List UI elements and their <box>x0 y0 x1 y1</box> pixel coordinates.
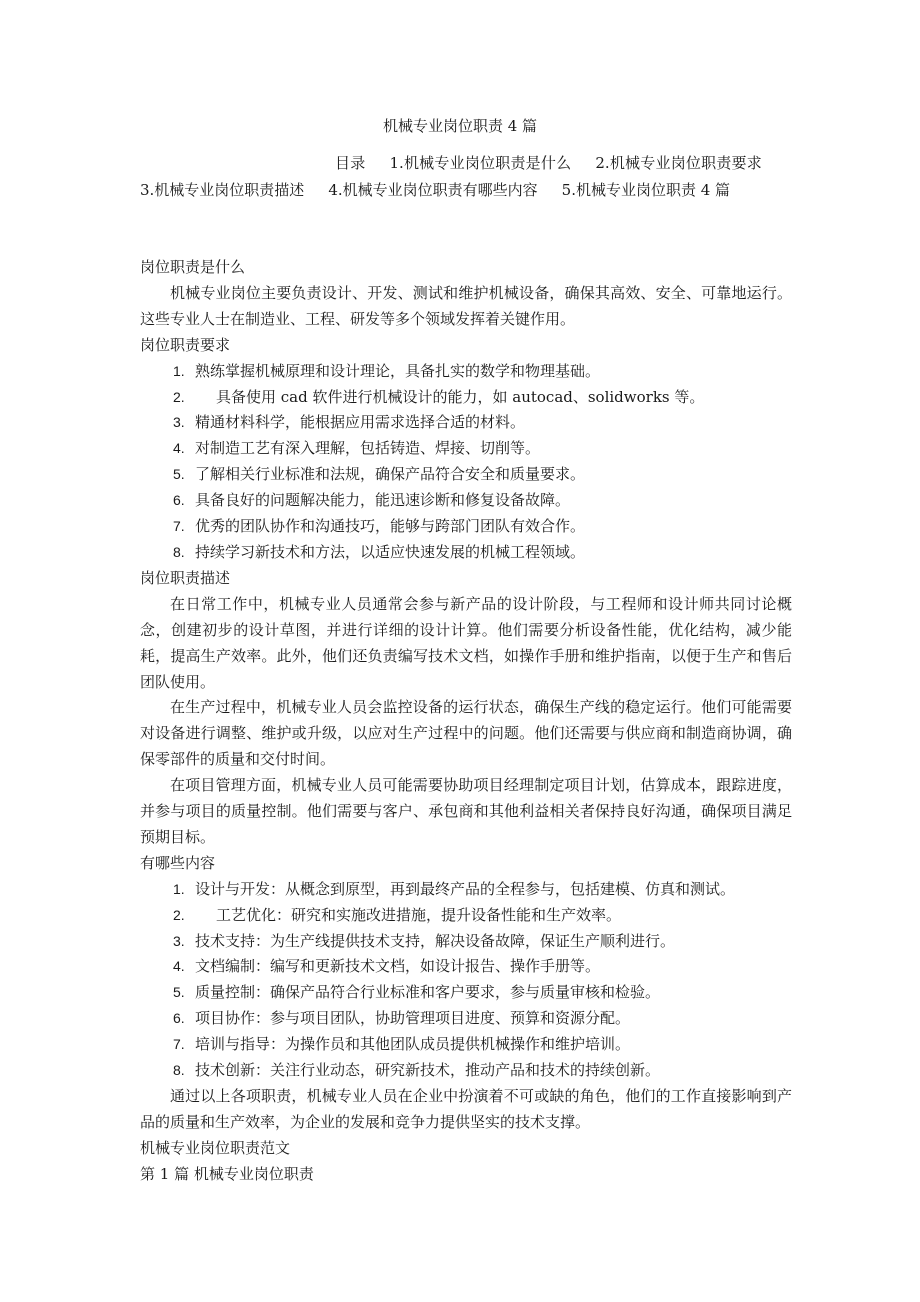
list-item-text: 持续学习新技术和方法，以适应快速发展的机械工程领域。 <box>195 542 586 561</box>
list-item-text: 优秀的团队协作和沟通技巧，能够与跨部门团队有效合作。 <box>195 517 586 536</box>
list-item <box>140 462 792 488</box>
list-item <box>140 877 792 903</box>
table-of-contents <box>140 150 786 204</box>
section-heading: 有哪些内容 <box>140 853 216 872</box>
list-item-text: 对制造工艺有深入理解，包括铸造、焊接、切削等。 <box>195 439 541 458</box>
document-title: 机械专业岗位职责 4 篇 <box>382 117 538 135</box>
list-item <box>140 1058 792 1084</box>
section-heading: 岗位职责要求 <box>140 335 231 354</box>
list-number: 2. <box>173 388 185 405</box>
list-item-text: 项目协作：参与项目团队，协助管理项目进度、预算和资源分配。 <box>195 1009 631 1028</box>
list-number: 7. <box>173 518 185 535</box>
list-number: 3. <box>173 932 185 949</box>
list-item-text: 技术支持：为生产线提供技术支持，解决设备故障，保证生产顺利进行。 <box>195 931 676 950</box>
list-number: 8. <box>173 543 185 560</box>
toc-item[interactable]: 2.机械专业岗位职责要求 <box>595 154 762 172</box>
list-number: 8. <box>173 1062 185 1079</box>
section-heading: 岗位职责描述 <box>140 568 231 587</box>
subsection-heading: 第 1 篇 机械专业岗位职责 <box>140 1164 314 1183</box>
section-heading: 机械专业岗位职责范文 <box>140 1138 291 1157</box>
body-paragraph: 在生产过程中，机械专业人员会监控设备的运行状态，确保生产线的稳定运行。他们可能需要对设备进行调整、维护或升级，以应对生产过程中的问题。他们还需要与供应商和制造商协调，确保零部件的质量和交付时间。 <box>140 698 792 769</box>
toc-item[interactable]: 4.机械专业岗位职责有哪些内容 <box>328 181 538 199</box>
toc-label: 目录 <box>335 154 366 172</box>
list-item-text: 文档编制：编写和更新技术文档，如设计报告、操作手册等。 <box>195 957 601 976</box>
list-item <box>140 540 792 566</box>
list-item <box>140 903 792 929</box>
list-number: 4. <box>173 958 185 975</box>
list-number: 2. <box>173 906 185 923</box>
section-heading: 岗位职责是什么 <box>140 258 246 276</box>
list-number: 1. <box>173 362 185 379</box>
contents-list <box>140 877 792 1084</box>
list-item-text: 设计与开发：从概念到原型，再到最终产品的全程参与，包括建模、仿真和测试。 <box>195 879 736 898</box>
list-item-text: 精通材料科学，能根据应用需求选择合适的材料。 <box>195 413 526 432</box>
list-item-text: 技术创新：关注行业动态，研究新技术，推动产品和技术的持续创新。 <box>195 1061 661 1080</box>
toc-item[interactable]: 3.机械专业岗位职责描述 <box>140 181 305 199</box>
list-number: 4. <box>173 440 185 457</box>
list-item-text: 了解相关行业标准和法规，确保产品符合安全和质量要求。 <box>195 465 586 484</box>
body-paragraph: 在项目管理方面，机械专业人员可能需要协助项目经理制定项目计划，估算成本，跟踪进度，并参与项目的质量控制。他们需要与客户、承包商和其他利益相关者保持良好沟通，确保项目满足预期目标。 <box>140 776 792 846</box>
list-item-text: 工艺优化：研究和实施改进措施，提升设备性能和生产效率。 <box>216 905 622 924</box>
list-item <box>140 1006 792 1032</box>
list-item <box>140 385 792 411</box>
list-item-text: 培训与指导：为操作员和其他团队成员提供机械操作和维护培训。 <box>195 1035 631 1054</box>
body-paragraph: 通过以上各项职责，机械专业人员在企业中扮演着不可或缺的角色，他们的工作直接影响到产品的质量和生产效率，为企业的发展和竞争力提供坚实的技术支撑。 <box>140 1087 792 1131</box>
list-item-text: 具备良好的问题解决能力，能迅速诊断和修复设备故障。 <box>195 491 571 510</box>
toc-item[interactable]: 1.机械专业岗位职责是什么 <box>389 154 572 172</box>
list-item <box>140 980 792 1006</box>
list-number: 1. <box>173 880 185 897</box>
requirements-list <box>140 359 792 566</box>
list-item <box>140 359 792 385</box>
list-number: 7. <box>173 1036 185 1053</box>
list-number: 3. <box>173 414 185 431</box>
list-item-text: 熟练掌握机械原理和设计理论，具备扎实的数学和物理基础。 <box>195 361 601 380</box>
list-item <box>140 514 792 540</box>
list-number: 6. <box>173 492 185 509</box>
list-item <box>140 1032 792 1058</box>
list-item-text: 具备使用 cad 软件进行机械设计的能力，如 autocad、solidworks 等。 <box>216 387 705 406</box>
list-item <box>140 410 792 436</box>
list-number: 5. <box>173 984 185 1001</box>
list-item <box>140 488 792 514</box>
body-paragraph: 机械专业岗位主要负责设计、开发、测试和维护机械设备，确保其高效、安全、可靠地运行。这些专业人士在制造业、工程、研发等多个领域发挥着关键作用。 <box>140 283 792 328</box>
toc-item[interactable]: 5.机械专业岗位职责 4 篇 <box>561 181 731 199</box>
list-number: 5. <box>173 466 185 483</box>
body-paragraph: 在日常工作中，机械专业人员通常会参与新产品的设计阶段，与工程师和设计师共同讨论概念，创建初步的设计草图，并进行详细的设计计算。他们需要分析设备性能，优化结构，减少能耗，提高生产效率。此外，他们还负责编写技术文档，如操作手册和维护指南，以便于生产和售后团队使用。 <box>140 594 792 691</box>
list-number: 6. <box>173 1010 185 1027</box>
list-item <box>140 929 792 955</box>
list-item <box>140 436 792 462</box>
list-item <box>140 954 792 980</box>
document-body <box>140 255 792 1188</box>
list-item-text: 质量控制：确保产品符合行业标准和客户要求，参与质量审核和检验。 <box>195 983 661 1002</box>
